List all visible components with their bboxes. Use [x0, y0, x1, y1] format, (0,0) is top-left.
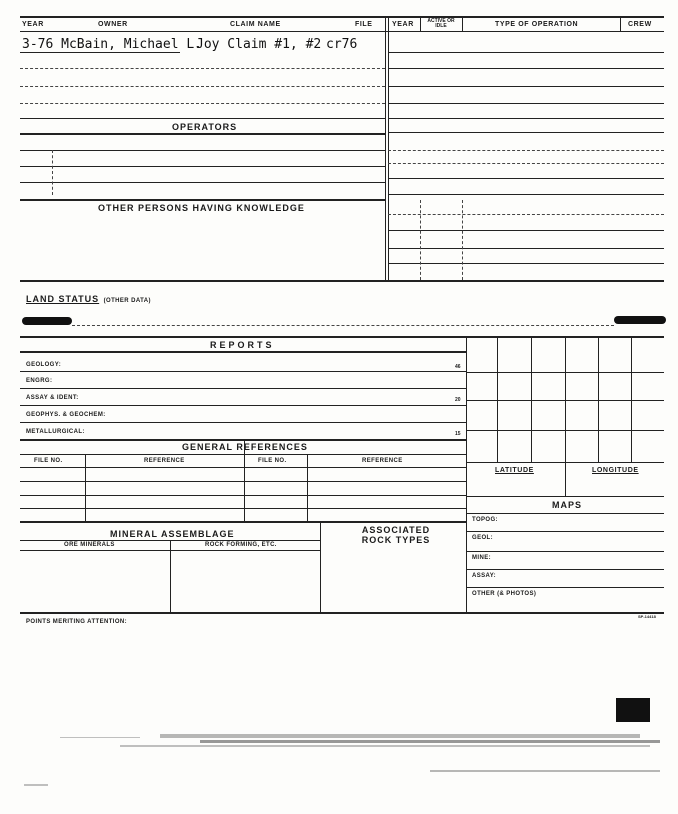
rule	[388, 150, 664, 151]
rule	[497, 336, 498, 462]
col-header-type-of-operation: TYPE OF OPERATION	[495, 21, 579, 28]
rule	[388, 118, 664, 119]
rule	[20, 68, 385, 69]
rule	[20, 521, 466, 523]
rule	[20, 481, 466, 482]
rule	[388, 248, 664, 249]
rule	[20, 467, 466, 468]
scan-noise	[24, 784, 48, 786]
rule	[466, 462, 664, 463]
rule	[20, 371, 466, 372]
report-num-assay: 20	[455, 397, 461, 403]
entry-file: cr76	[326, 37, 358, 52]
rule	[20, 150, 385, 151]
rule	[170, 540, 171, 612]
col-header-file: FILE	[355, 21, 373, 28]
col-header-owner: OWNER	[98, 21, 128, 28]
scan-noise	[60, 737, 140, 738]
rule	[531, 336, 532, 462]
scan-noise	[430, 770, 660, 772]
rule	[20, 182, 385, 183]
rule	[565, 336, 566, 496]
report-geology: GEOLOGY:	[26, 362, 62, 368]
scan-noise	[120, 745, 650, 747]
rule	[20, 103, 385, 104]
entry-claim-name: Joy Claim #1, #2	[196, 37, 322, 52]
rule	[388, 163, 664, 164]
report-engrg: ENGRG:	[26, 378, 53, 384]
rule	[20, 454, 466, 455]
reports-heading: REPORTS	[210, 340, 275, 350]
rule	[388, 178, 664, 179]
rule	[52, 150, 53, 195]
entry-year-owner: 3-76 McBain, Michael L.	[22, 37, 203, 52]
map-topog: TOPOG:	[472, 517, 498, 523]
rule	[20, 86, 385, 87]
maps-heading: MAPS	[552, 500, 583, 510]
rule	[20, 280, 664, 282]
rule	[466, 569, 664, 570]
rule	[466, 551, 664, 552]
ref-col-file-no-2: FILE NO.	[258, 458, 287, 464]
col-header-crew: CREW	[628, 21, 652, 28]
rule	[20, 133, 385, 135]
rule	[388, 68, 664, 69]
other-persons-heading: OTHER PERSONS HAVING KNOWLEDGE	[98, 203, 305, 213]
points-meriting-attention: POINTS MERITING ATTENTION:	[26, 619, 128, 625]
report-num-metallurgical: 15	[455, 431, 461, 437]
rule	[307, 454, 308, 521]
ref-col-file-no: FILE NO.	[34, 458, 63, 464]
form-code: SP-14418	[638, 614, 656, 619]
scan-noise	[200, 740, 660, 743]
rule	[72, 325, 614, 326]
report-geophys: GEOPHYS. & GEOCHEM:	[26, 412, 106, 418]
rule	[20, 388, 466, 389]
mineral-assemblage-heading: MINERAL ASSEMBLAGE	[110, 529, 235, 539]
rule	[20, 336, 664, 338]
top-border	[20, 16, 664, 18]
rule	[466, 400, 664, 401]
land-status-label	[26, 289, 151, 307]
divider-active	[420, 16, 421, 32]
rule	[85, 454, 86, 521]
ore-minerals-label: ORE MINERALS	[64, 542, 115, 548]
rule	[20, 439, 466, 441]
map-geol: GEOL:	[472, 535, 493, 541]
col-header-year-right: YEAR	[392, 21, 414, 28]
rule	[20, 118, 385, 119]
rule	[20, 422, 466, 423]
rule	[466, 531, 664, 532]
rule	[20, 351, 466, 353]
rule	[20, 612, 664, 614]
longitude-label: LONGITUDE	[592, 467, 639, 474]
rule	[462, 200, 463, 280]
main-vertical-divider	[385, 16, 386, 280]
rule	[388, 230, 664, 231]
land-status-title: LAND STATUS	[26, 294, 100, 304]
rule	[320, 522, 321, 612]
redaction-mark-left	[22, 317, 72, 325]
operators-heading: OPERATORS	[172, 122, 238, 132]
map-assay: ASSAY:	[472, 573, 497, 579]
general-references-heading: GENERAL REFERENCES	[182, 442, 308, 452]
rule	[466, 587, 664, 588]
rule	[20, 166, 385, 167]
rule	[420, 200, 421, 280]
rule	[388, 86, 664, 87]
rule	[388, 103, 664, 104]
latitude-label: LATITUDE	[495, 467, 534, 474]
report-assay: ASSAY & IDENT:	[26, 395, 79, 401]
report-num-geology: 46	[455, 364, 461, 370]
rule	[388, 52, 664, 53]
divider-crew	[620, 16, 621, 32]
col-header-active-idle: ACTIVE OR IDLE	[427, 18, 455, 29]
rule	[466, 513, 664, 514]
rule	[388, 194, 664, 195]
rule	[20, 199, 385, 201]
main-vertical-divider-2	[388, 16, 389, 280]
redaction-mark-right	[614, 316, 666, 324]
ref-col-reference-2: REFERENCE	[362, 458, 403, 464]
reports-right-divider	[466, 336, 467, 612]
map-mine: MINE:	[472, 555, 491, 561]
entry-underline	[20, 52, 180, 53]
rule	[631, 336, 632, 462]
scan-noise	[160, 734, 640, 738]
rule	[20, 508, 466, 509]
rock-forming-label: ROCK FORMING, ETC.	[205, 542, 277, 548]
rule	[466, 372, 664, 373]
rule	[466, 430, 664, 431]
ref-col-reference: REFERENCE	[144, 458, 185, 464]
map-other: OTHER (& PHOTOS)	[472, 591, 537, 597]
report-metallurgical: METALLURGICAL:	[26, 429, 85, 435]
associated-rock-types-heading: ASSOCIATED ROCK TYPES	[361, 525, 431, 545]
rule	[388, 214, 664, 215]
rule	[388, 263, 664, 264]
scan-artifact-block	[616, 698, 650, 722]
rule	[20, 405, 466, 406]
rule	[20, 495, 466, 496]
header-bottom-rule	[20, 31, 664, 32]
col-header-year: YEAR	[22, 21, 44, 28]
rule	[598, 336, 599, 462]
rule	[388, 132, 664, 133]
col-header-claim-name: CLAIM NAME	[230, 21, 281, 28]
rule	[466, 496, 664, 497]
land-status-sub: (OTHER DATA)	[103, 298, 151, 304]
divider-type	[462, 16, 463, 32]
rule	[244, 440, 245, 521]
